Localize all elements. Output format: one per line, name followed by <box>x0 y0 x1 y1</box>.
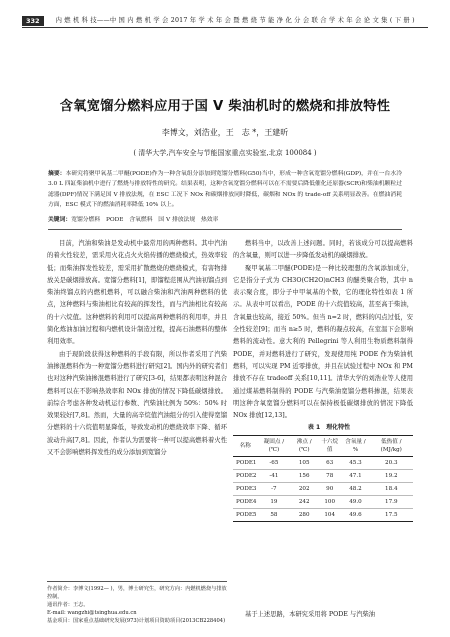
table-cell: 105 <box>290 456 318 469</box>
table-title: 表 1 理化特性 <box>307 424 351 432</box>
table-row <box>233 482 413 495</box>
body-paragraph: 由于现阶段获得这种燃料的手段有限，所以作者采用了汽柴油掺混燃料作为一种宽馏分燃料进行研究[2]。国内外的研究者们也对这种汽柴油掺混燃料进行了研究[3-6]，结果都表明这种混合燃料可以在不影响热效率和 NOx 排放的情况下降低碳烟排放。前综合考虑各种发动机运行参数、汽柴油比例为 50%：50% 时效果较好[7,8]。然而，大量的高辛烷值汽油组分的引入使得宽馏分燃料的十六烷值明显降低，导致发动机的燃烧效率下降、循环波动升高[7,8]。因此，作者认为需要将一种可以提高燃料着火性又不会影响燃料挥发性的成分添加到宽馏分 <box>47 350 227 457</box>
footnote <box>47 581 227 625</box>
article-title: 含氧宽馏分燃料应用于国 V 柴油机时的燃烧和排放特性 <box>59 99 391 114</box>
abstract <box>48 169 402 211</box>
table-cell: 202 <box>290 482 318 495</box>
table-cell: 45.3 <box>341 456 369 469</box>
keywords-label: 关键词： <box>48 217 72 223</box>
section-divider <box>48 229 402 230</box>
table-cell: 19 <box>257 495 290 508</box>
footnote-line: 基金项目：国家重点基础研究发展(973)计划项目资助项目(2013CB228404) <box>47 618 226 625</box>
table-cell: PODE3 <box>233 482 257 495</box>
right-column <box>233 238 413 522</box>
table-header-cell: 沸点 / (℃) <box>290 435 318 456</box>
table-row <box>233 495 413 508</box>
abstract-text: 本研究将聚甲氧基二甲醚(PODE)作为一种含氧组分添加到宽馏分燃料(G50)当中，形成一种含氧宽馏分燃料(GDP)，并在一台水冷 3.0 L 四缸柴油机中进行了燃烧与排放特性的研究。结果表明，这种含氧宽馏分燃料可以在不需要后降低催化还原器(SCR)和柴油机颗粒过滤器(DPF)情况下满足国 V 排放法规，在 ESC 工况下 NOx 和碳烟排放同时降低，碳烟和 NOx 的 trade-off 关系明显改善。在燃油消耗方面，ESC 模式下的燃油消耗率降低 10% 以上。 <box>48 171 402 209</box>
table-cell: 63 <box>318 456 341 469</box>
left-column <box>47 238 227 459</box>
table-row <box>233 469 413 482</box>
abstract-label: 摘要： <box>48 171 66 177</box>
table-header-cell: 十六烷值 <box>318 435 341 456</box>
table-cell: PODE5 <box>233 508 257 521</box>
body-paragraph: 目前，汽油和柴油是发动机中最常用的两种燃料。其中汽油的着火性较差，需采用火花点火火焰传播的燃烧模式，热效率较低；而柴油挥发性较差，需采用扩散燃烧的燃烧模式，有害物排放关是碳烟排放高。宽馏分燃料[1]，即馏程范围从汽油初馏点到柴油终馏点的内燃机燃料，可以融合柴油和汽油两种燃料的优点，这种燃料与柴油相比有较高的挥发性，而与汽油相比有较高的十六烷值。这种燃料的利用可以提高两种燃料的利用率，并且简化炼油加油过程和内燃机设计制造过程，提高石油燃料的整体利用效率。 <box>47 240 227 346</box>
table-header-cell: 低热值 / (MJ/kg) <box>370 435 413 456</box>
table-cell: 49.0 <box>341 495 369 508</box>
table-cell: 58 <box>257 508 290 521</box>
table-header-row <box>233 435 413 456</box>
footnote-line: 通讯作者：王志。 <box>47 602 89 609</box>
table-cell: -65 <box>257 456 290 469</box>
table-row <box>233 508 413 521</box>
body-paragraph-continued: 基于上述思路，本研究采用将 PODE 与汽柴油 <box>245 611 376 618</box>
running-header <box>22 14 428 28</box>
table-cell: 49.6 <box>341 508 369 521</box>
table-cell: PODE2 <box>233 469 257 482</box>
affiliation: ( 清华大学,汽车安全与节能国家重点实验室,北京 100084 ) <box>133 149 317 157</box>
table-cell: 280 <box>290 508 318 521</box>
table-cell: -41 <box>257 469 290 482</box>
table-header-cell: 凝固点 / (℃) <box>257 435 290 456</box>
table-cell: 48.2 <box>341 482 369 495</box>
table-cell: 100 <box>318 495 341 508</box>
table-cell: 90 <box>318 482 341 495</box>
properties-table <box>233 435 413 522</box>
journal-title: 内 燃 机 科 技——中 国 内 燃 机 学 会 2017 年 学 术 年 会 暨 燃 烧 节 能 净 化 分 会 联 合 学 术 年 会 论 文 集 ( 下 册 ) <box>55 17 415 24</box>
table-cell: 20.3 <box>370 456 413 469</box>
table-cell: 19.2 <box>370 469 413 482</box>
table-cell: PODE1 <box>233 456 257 469</box>
table-cell: 104 <box>318 508 341 521</box>
table-row <box>233 456 413 469</box>
keywords <box>48 216 402 225</box>
table-header-cell: 名称 <box>233 435 257 456</box>
body-paragraph: 燃料当中，以改善上述问题。同时，若该成分可以提高燃料的含氧量，则可以进一步降低发动机的碳烟排放。 <box>233 240 413 260</box>
table-cell: 17.9 <box>370 495 413 508</box>
table-cell: 17.5 <box>370 508 413 521</box>
table-cell: 242 <box>290 495 318 508</box>
table-header-cell: 含氧量 / % <box>341 435 369 456</box>
table-cell: 47.1 <box>341 469 369 482</box>
table-cell: PODE4 <box>233 495 257 508</box>
footnote-line: 作者简介：李博文(1992— )，男，博士研究生，研究方向：内燃机燃烧与排放控制。 <box>47 586 227 601</box>
table-cell: 78 <box>318 469 341 482</box>
footnote-line: E-mail: wangzhi@tsinghua.edu.cn <box>47 610 137 617</box>
table-cell: -7 <box>257 482 290 495</box>
page-number: 332 <box>22 16 44 26</box>
body-paragraph: 聚甲氧基二甲醚(PODE)是一种比较理想的含氧添加成分，它是指分子式为 CH3O(CH2O)nCH3 的醚类聚合物，其中 n 表示聚合度，即分子中甲氧基的个数，它的理化特性如表 1 所示。从表中可以看出，PODE 的十六烷值较高，甚至高于柴油，含氧量也较高，接近 50%。但当 n=2 时，燃料的闪点过低，安全性较差[9]；而当 n≥5 时，燃料的凝点较高，在室温下会影响燃料的流动性。意大利的 Pellegrini 等人利用生物质燃料制得 PODE，并对燃料进行了研究，发现使用纯 PODE 作为柴油机燃料，可以实现 PM 近零排放，并且在试验过程中 NOx 和 PM 排放不存在 tradeoff 关系[10,11]。清华大学的刘浩业等人使用通过煤基燃料制得的 PODE 与汽柴油宽馏分燃料掺混，结果表明这种含氧宽馏分燃料可以在保持极低碳烟排放的情况下降低 NOx 排放[12,13]。 <box>233 264 413 420</box>
keywords-text: 宽馏分燃料 PODE 含氧燃料 国 V 排放法规 热效率 <box>71 217 219 223</box>
authors: 李博文，刘浩业，王 志 *，王建昕 <box>161 128 289 137</box>
table-cell: 156 <box>290 469 318 482</box>
table-cell: 18.4 <box>370 482 413 495</box>
